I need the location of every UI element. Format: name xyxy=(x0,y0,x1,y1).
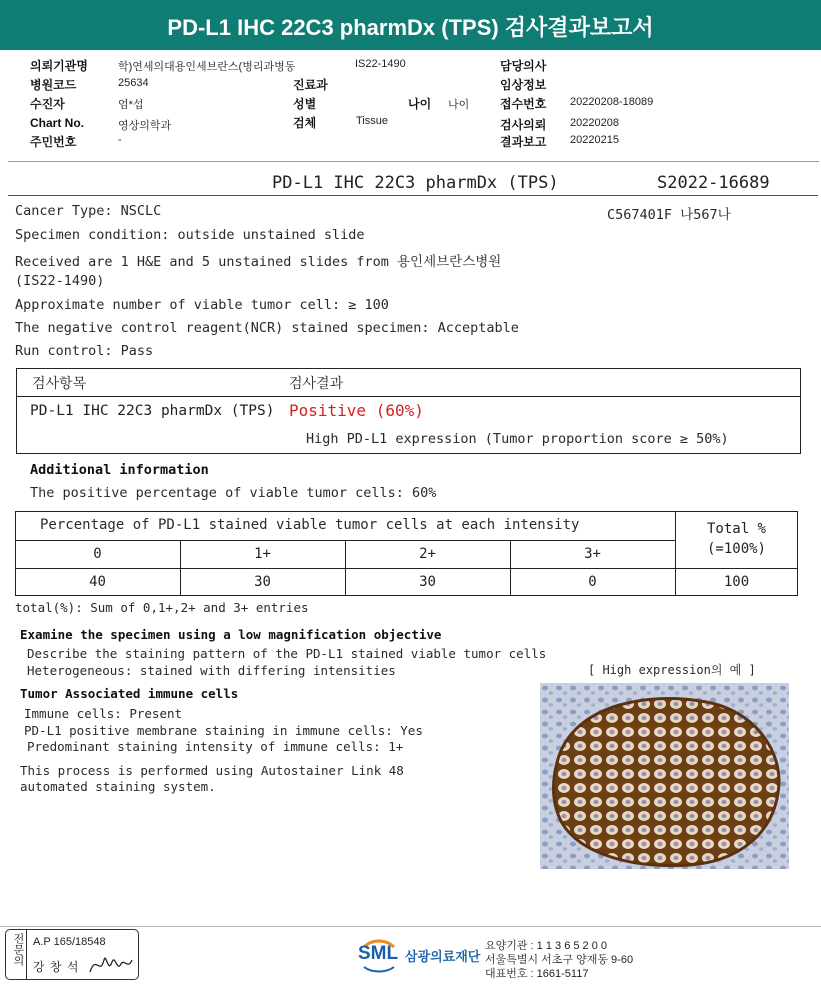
table-row-divider xyxy=(15,568,798,569)
intensity-col-2plus: 2+ xyxy=(419,546,436,562)
intensity-value-1plus: 30 xyxy=(254,574,271,590)
run-control: Run control: Pass xyxy=(15,343,154,359)
sex-label: 성별 xyxy=(293,97,317,111)
age-value: 나이 xyxy=(448,99,470,111)
received-reference: (IS22-1490) xyxy=(15,273,105,289)
process-line-2: automated staining system. xyxy=(20,779,216,794)
viable-tumor-cells: Approximate number of viable tumor cell: ≥ 100 xyxy=(15,297,389,313)
sample-code: C567401F 나567나 xyxy=(607,207,731,223)
id-number-value: - xyxy=(118,134,122,146)
total-header-1: Total % xyxy=(706,521,766,537)
total-header-2: (=100%) xyxy=(706,541,766,557)
age-label: 나이 xyxy=(408,97,432,111)
signature-icon xyxy=(88,950,134,978)
intensity-col-1plus: 1+ xyxy=(254,546,271,562)
organization-name: 삼광의료재단 xyxy=(405,949,481,964)
result-col-result-header: 검사결과 xyxy=(289,376,344,392)
immune-line-1: Immune cells: Present xyxy=(24,706,183,721)
additional-info-text: The positive percentage of viable tumor cells: 60% xyxy=(30,485,437,501)
result-expression: High PD-L1 expression (Tumor proportion score ≥ 50%) xyxy=(306,431,729,447)
examine-line-1: Describe the staining pattern of the PD-L1 stained viable tumor cells xyxy=(27,646,547,661)
table-note: total(%): Sum of 0,1+,2+ and 3+ entries xyxy=(15,600,309,615)
request-value: 20220208 xyxy=(570,117,619,129)
cancer-type: Cancer Type: NSCLC xyxy=(15,203,162,219)
negative-control: The negative control reagent(NCR) stained specimen: Acceptable xyxy=(15,320,519,336)
intensity-col-3plus: 3+ xyxy=(584,546,601,562)
patient-label: 수진자 xyxy=(30,97,65,111)
micrograph-image xyxy=(540,683,789,869)
id-number-label: 주민번호 xyxy=(30,135,77,149)
intensity-value-0: 40 xyxy=(89,574,106,590)
doctor-label: 담당의사 xyxy=(500,59,547,73)
page-title: PD-L1 IHC 22C3 pharmDx (TPS) 검사결과보고서 xyxy=(167,15,654,40)
address: 서울특별시 서초구 양재동 9-60 xyxy=(485,954,634,966)
report-date-value: 20220215 xyxy=(570,134,619,146)
pathologist-name: 강 창 석 xyxy=(33,960,80,974)
chart-no-value: 영상의학과 xyxy=(118,120,172,132)
institution-label: 의뢰기관명 xyxy=(30,59,88,73)
intensity-value-3plus: 0 xyxy=(588,574,597,590)
facility-code: 요양기관 : 1 1 3 6 5 2 0 0 xyxy=(485,940,608,952)
process-line-1: This process is performed using Autostainer Link 48 xyxy=(20,763,404,778)
ap-number: A.P 165/18548 xyxy=(33,936,106,948)
result-box-divider xyxy=(16,396,801,397)
footer-divider xyxy=(0,926,821,927)
specialist-label: 전문의 xyxy=(12,933,24,966)
patient-value: 엄*섭 xyxy=(118,99,144,111)
chart-no-label: Chart No. xyxy=(30,116,84,130)
reference-value: IS22-1490 xyxy=(355,58,406,70)
phone-number: 대표번호 : 1661-5117 xyxy=(485,968,589,980)
immune-line-2: PD-L1 positive membrane staining in immune cells: Yes xyxy=(24,723,423,738)
result-col-item-header: 검사항목 xyxy=(32,376,87,392)
receipt-label: 접수번호 xyxy=(500,97,547,111)
received-slides: Received are 1 H&E and 5 unstained slides from 용인세브란스병원 xyxy=(15,254,502,270)
examine-heading: Examine the specimen using a low magnification objective xyxy=(20,627,442,642)
intensity-value-2plus: 30 xyxy=(419,574,436,590)
info-divider xyxy=(8,161,819,162)
intensity-col-0: 0 xyxy=(93,546,102,562)
report-id: S2022-16689 xyxy=(657,173,770,193)
receipt-value: 20220208-18089 xyxy=(570,96,654,108)
result-positive: Positive (60%) xyxy=(289,401,424,420)
clinical-info-label: 임상정보 xyxy=(500,78,547,92)
specimen-condition: Specimen condition: outside unstained slide xyxy=(15,227,365,243)
sml-logo-text: SML xyxy=(358,943,399,964)
hospital-code-value: 25634 xyxy=(118,77,149,89)
intensity-table-header: Percentage of PD-L1 stained viable tumor cells at each intensity xyxy=(40,517,580,533)
image-caption: [ High expression의 예 ] xyxy=(588,663,756,677)
result-test-item: PD-L1 IHC 22C3 pharmDx (TPS) xyxy=(30,403,275,419)
immune-heading: Tumor Associated immune cells xyxy=(20,686,239,701)
department-label: 진료과 xyxy=(293,78,328,92)
report-heading-underline xyxy=(8,195,818,196)
specimen-label: 검체 xyxy=(293,116,317,130)
hospital-code-label: 병원코드 xyxy=(30,78,77,92)
signature-box-divider xyxy=(26,929,27,980)
additional-info-heading: Additional information xyxy=(30,462,209,478)
immune-line-3: Predominant staining intensity of immune cells: 1+ xyxy=(27,739,404,754)
report-test-name: PD-L1 IHC 22C3 pharmDx (TPS) xyxy=(272,173,559,193)
report-date-label: 결과보고 xyxy=(500,135,547,149)
intensity-total-value: 100 xyxy=(723,574,750,590)
institution-value: 학)연세의대용인세브란스(병리과병동 xyxy=(118,61,296,73)
specimen-value: Tissue xyxy=(356,115,388,127)
request-label: 검사의뢰 xyxy=(500,118,547,132)
examine-line-2: Heterogeneous: stained with differing intensities xyxy=(27,663,396,678)
